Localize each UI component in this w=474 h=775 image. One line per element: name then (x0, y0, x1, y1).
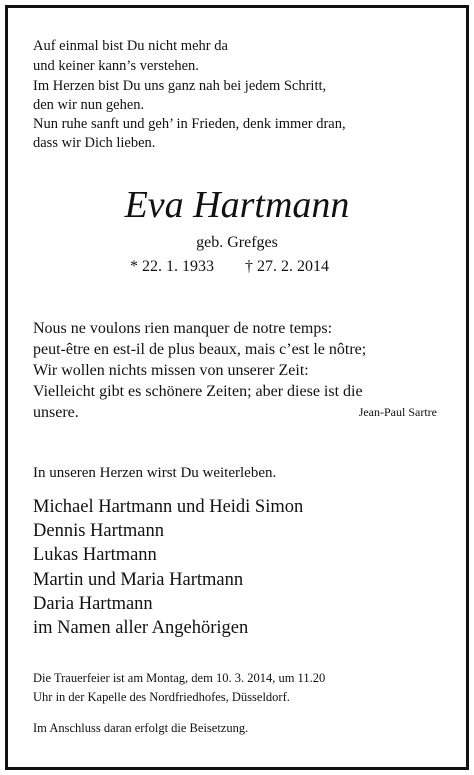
mourner-name-1: Michael Hartmann und Heidi Simon (33, 497, 304, 517)
deceased-name: Eva Hartmann (124, 184, 350, 226)
quote-line-4: Vielleicht gibt es schönere Zeiten; aber diese ist die (33, 383, 363, 400)
burial-info: Im Anschluss daran erfolgt die Beisetzung. (33, 721, 249, 735)
birth-date: * 22. 1. 1933 (130, 258, 214, 275)
mourner-name-2: Dennis Hartmann (33, 521, 165, 541)
poem-line-2: und keiner kann’s verstehen. (33, 58, 199, 74)
quote-line-1: Nous ne voulons rien manquer de notre temps: (33, 320, 333, 337)
mourner-name-6: im Namen aller Angehörigen (33, 618, 249, 638)
maiden-name: geb. Grefges (196, 234, 278, 251)
quote-line-5: unsere. (33, 404, 79, 421)
quote-line-3: Wir wollen nichts missen von unserer Zeit: (33, 362, 309, 379)
mourner-name-5: Daria Hartmann (33, 594, 153, 614)
poem-line-1: Auf einmal bist Du nicht mehr da (33, 38, 228, 54)
funeral-info-line-2: Uhr in der Kapelle des Nordfriedhofes, Düsseldorf. (33, 690, 290, 704)
quote-author: Jean-Paul Sartre (358, 405, 437, 419)
mourners-intro: In unseren Herzen wirst Du weiterleben. (33, 465, 277, 481)
mourner-name-4: Martin und Maria Hartmann (33, 570, 244, 590)
poem-line-4: den wir nun gehen. (33, 97, 145, 113)
poem-line-6: dass wir Dich lieben. (33, 135, 156, 151)
poem-line-5: Nun ruhe sanft und geh’ in Frieden, denk immer dran, (33, 116, 346, 132)
mourner-name-3: Lukas Hartmann (33, 545, 157, 565)
funeral-info-line-1: Die Trauerfeier ist am Montag, dem 10. 3. 2014, um 11.20 (33, 671, 326, 685)
quote-line-2: peut-être en est-il de plus beaux, mais c’est le nôtre; (33, 341, 367, 358)
poem-line-3: Im Herzen bist Du uns ganz nah bei jedem Schritt, (33, 78, 327, 94)
death-date: † 27. 2. 2014 (245, 258, 329, 275)
